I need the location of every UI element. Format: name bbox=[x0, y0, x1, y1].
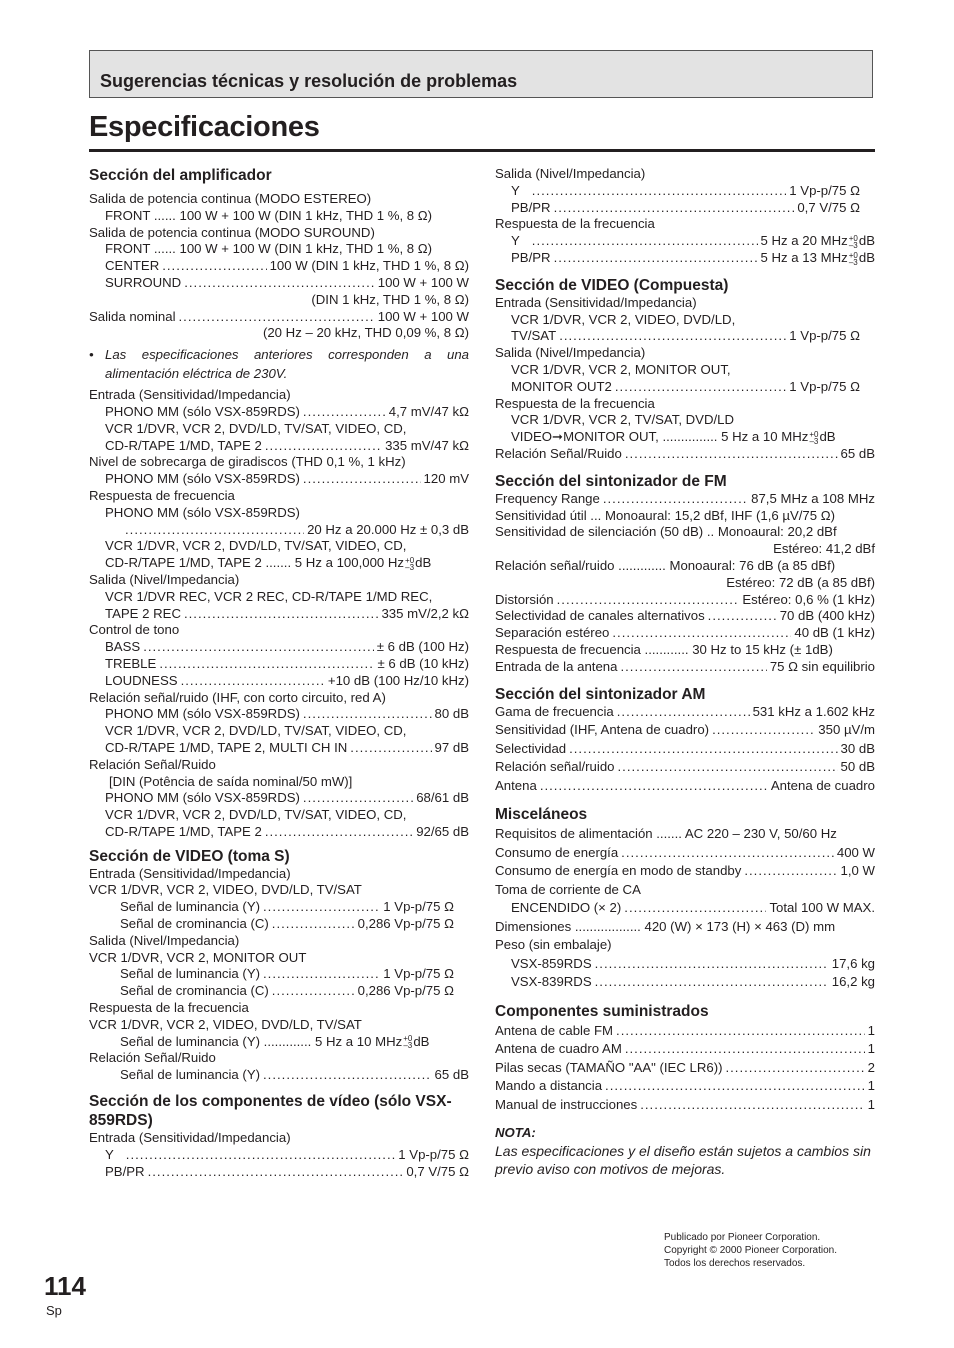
spec-line: VCR 1/DVR, VCR 2, VIDEO, DVD/LD, bbox=[511, 311, 736, 327]
spec-line: Dimensiones .................. 420 (W) × 173 (H) × 463 (D) mm bbox=[495, 918, 836, 934]
spec-line: Mando a distancia ..... 1 bbox=[495, 1078, 875, 1097]
spec-line: Estéreo: 41,2 dBf bbox=[773, 541, 875, 557]
spec-line: VCR 1/DVR, VCR 2, VIDEO, DVD/LD, TV/SAT bbox=[89, 1016, 362, 1032]
tolerance: +0 –3 bbox=[403, 1034, 413, 1051]
right-column bbox=[495, 166, 875, 1178]
spec-line: FRONT ...... 100 W + 100 W (DIN 1 kHz, THD 1 %, 8 Ω) bbox=[105, 207, 433, 223]
spec-line: Entrada (Sensitividad/Impedancia) bbox=[89, 1130, 291, 1146]
spec-line: PHONO MM (sólo VSX-859RDS) ..... 80 dB bbox=[89, 706, 469, 723]
spec-line: VSX-839RDS ..... 16,2 kg bbox=[495, 974, 875, 993]
spec-line: Entrada de la antena ..... 75 Ω sin equilibrio bbox=[495, 659, 875, 676]
spec-line: VCR 1/DVR REC, VCR 2 REC, CD-R/TAPE 1/MD REC, bbox=[105, 588, 433, 604]
spec-line: Salida de potencia continua (MODO SUROUND) bbox=[89, 224, 375, 240]
spec-line: Salida (Nivel/Impedancia) bbox=[89, 571, 240, 587]
spec-line: Señal de luminancia (Y) ............. 5 Hz a 10 MHz+0 –3dB bbox=[120, 1033, 430, 1051]
spec-line: Salida (Nivel/Impedancia) bbox=[495, 345, 646, 361]
misc-heading: Misceláneos bbox=[495, 806, 588, 824]
section-header-title: Sugerencias técnicas y resolución de problemas bbox=[100, 71, 518, 91]
spec-line: TAPE 2 REC ..... 335 mV/2,2 kΩ bbox=[89, 606, 469, 623]
title-divider bbox=[89, 149, 875, 152]
note-text: Las especificaciones anteriores corresponden a una alimentación eléctrica de 230V. bbox=[105, 347, 469, 381]
spec-line: Relación señal/ruido ............. Monoaural: 76 dB (a 85 dBf) bbox=[495, 557, 836, 573]
spec-line: Respuesta de la frecuencia bbox=[495, 395, 655, 411]
spec-line: Salida (Nivel/Impedancia) bbox=[495, 166, 646, 181]
spec-line: Antena de cable FM ..... 1 bbox=[495, 1023, 875, 1042]
spec-line: Señal de crominancia (C) ..... 0,286 Vp-p/75 Ω bbox=[89, 983, 469, 1000]
spec-line: (DIN 1 kHz, THD 1 %, 8 Ω) bbox=[311, 291, 469, 307]
spec-line: Salida (Nivel/Impedancia) bbox=[89, 932, 240, 948]
spec-line: Nivel de sobrecarga de giradiscos (THD 0,1 %, 1 kHz) bbox=[89, 454, 406, 470]
spec-line: Estéreo: 72 dB (a 85 dBf) bbox=[726, 574, 875, 590]
spec-line: VCR 1/DVR, VCR 2, DVD/LD, TV/SAT, VIDEO, CD, bbox=[105, 538, 407, 554]
spec-line: Sensitividad útil ... Monoaural: 15,2 dBf, IHF (1,6 µV/75 Ω) bbox=[495, 507, 835, 523]
spec-line: ..... 20 Hz a 20.000 Hz ± 0,3 dB bbox=[89, 522, 469, 539]
spec-line: LOUDNESS ..... +10 dB (100 Hz/10 kHz) bbox=[89, 673, 469, 690]
spec-line: Pilas secas (TAMAÑO "AA" (IEC LR6)) ..... 2 bbox=[495, 1060, 875, 1079]
spec-line: VCR 1/DVR, VCR 2, DVD/LD, TV/SAT, VIDEO, CD, bbox=[105, 807, 407, 823]
language-code: Sp bbox=[46, 1303, 62, 1318]
spec-line: MONITOR OUT2 ..... 1 Vp-p/75 Ω bbox=[495, 379, 875, 396]
spec-line: Distorsión ..... Estéreo: 0,6 % (1 kHz) bbox=[495, 592, 875, 609]
spec-line: Relación señal/ruido (IHF, con corto circuito, red A) bbox=[89, 689, 386, 705]
spec-line: ENCENDIDO (× 2) ..... Total 100 W MAX. bbox=[495, 900, 875, 919]
page-title: Especificaciones bbox=[89, 111, 320, 143]
spec-line: SURROUND ..... 100 W + 100 W bbox=[89, 275, 469, 292]
spec-line: Peso (sin embalaje) bbox=[495, 937, 612, 953]
spec-line: Separación estéreo ..... 40 dB (1 kHz) bbox=[495, 625, 875, 642]
spec-line: FRONT ...... 100 W + 100 W (DIN 1 kHz, THD 1 %, 8 Ω) bbox=[105, 241, 433, 257]
spec-line: Señal de luminancia (Y) ..... 1 Vp-p/75 Ω bbox=[89, 966, 469, 983]
svideo-heading: Sección de VIDEO (toma S) bbox=[89, 847, 290, 865]
spec-line: Entrada (Sensitividad/Impedancia) bbox=[89, 865, 291, 881]
spec-line: CD-R/TAPE 1/MD, TAPE 2, MULTI CH IN ..... 97 dB bbox=[89, 740, 469, 757]
supplied-heading: Componentes suministrados bbox=[495, 1002, 709, 1020]
tolerance: +0 –3 bbox=[405, 555, 415, 572]
spec-line: CD-R/TAPE 1/MD, TAPE 2 ..... 92/65 dB bbox=[89, 824, 469, 841]
spec-line: Entrada (Sensitividad/Impedancia) bbox=[89, 387, 291, 403]
spec-line: Frequency Range ..... 87,5 MHz a 108 MHz bbox=[495, 491, 875, 508]
spec-line: Respuesta de frecuencia bbox=[89, 487, 235, 503]
spec-line: VIDEO➞MONITOR OUT, ............... 5 Hz a 10 MHz+0 –3dB bbox=[511, 429, 836, 446]
tolerance: +0 –3 bbox=[848, 250, 858, 267]
spec-line: TREBLE ..... ± 6 dB (10 kHz) bbox=[89, 656, 469, 673]
spec-line: Salida de potencia continua (MODO ESTEREO) bbox=[89, 191, 372, 206]
spec-line: Sensitividad (IHF, Antena de cuadro) ..... 350 µV/m bbox=[495, 722, 875, 741]
spec-line: Control de tono bbox=[89, 622, 180, 638]
spec-line: CD-R/TAPE 1/MD, TAPE 2 ....... 5 Hz a 100,000 Hz+0 –3dB bbox=[105, 555, 432, 572]
spec-line: CENTER ..... 100 W (DIN 1 kHz, THD 1 %, 8 Ω) bbox=[89, 258, 469, 275]
spec-line: Entrada (Sensitividad/Impedancia) bbox=[495, 294, 697, 310]
spec-line: PHONO MM (sólo VSX-859RDS) ..... 4,7 mV/47 kΩ bbox=[89, 404, 469, 421]
fm-heading: Sección del sintonizador de FM bbox=[495, 472, 727, 490]
spec-line: Requisitos de alimentación ....... AC 220 – 230 V, 50/60 Hz bbox=[495, 826, 837, 842]
am-heading: Sección del sintonizador AM bbox=[495, 685, 706, 703]
note-text: Las especificaciones y el diseño están sujetos a cambios sin previo aviso con motivos de mejoras. bbox=[495, 1142, 871, 1177]
spec-line: Relación Señal/Ruido bbox=[89, 1050, 216, 1066]
spec-line: Señal de crominancia (C) ..... 0,286 Vp-p/75 Ω bbox=[89, 916, 469, 933]
spec-line: Y ..... 1 Vp-p/75 Ω bbox=[89, 1147, 469, 1164]
spec-line: Respuesta de la frecuencia bbox=[495, 216, 655, 232]
spec-line: Relación Señal/Ruido ..... 65 dB bbox=[495, 446, 875, 463]
publisher-info: Publicado por Pioneer Corporation. Copyright © 2000 Pioneer Corporation. Todos los derechos reservados. bbox=[664, 1232, 838, 1270]
spec-line: Relación Señal/Ruido bbox=[89, 756, 216, 772]
spec-line: PHONO MM (sólo VSX-859RDS) ..... 120 mV bbox=[89, 471, 469, 488]
tolerance: +0 –3 bbox=[809, 429, 819, 446]
spec-line: PB/PR ..... 0,7 V/75 Ω bbox=[495, 200, 875, 217]
spec-line: Sensitividad de silenciación (50 dB) .. Monoaural: 20,2 dBf bbox=[495, 524, 837, 540]
spec-line: VSX-859RDS ..... 17,6 kg bbox=[495, 956, 875, 975]
spec-line: Consumo de energía en modo de standby ..... 1,0 W bbox=[495, 863, 875, 882]
spec-line: PHONO MM (sólo VSX-859RDS) bbox=[105, 504, 300, 520]
spec-line: Señal de luminancia (Y) ..... 1 Vp-p/75 Ω bbox=[89, 899, 469, 916]
spec-line: VCR 1/DVR, VCR 2, TV/SAT, DVD/LD bbox=[511, 412, 735, 428]
spec-line: PHONO MM (sólo VSX-859RDS) ..... 68/61 dB bbox=[89, 790, 469, 807]
spec-line: VCR 1/DVR, VCR 2, MONITOR OUT, bbox=[511, 361, 731, 377]
spec-line: [DIN (Potência de saída nominal/50 mW)] bbox=[109, 773, 353, 789]
bullet: • bbox=[89, 347, 94, 363]
spec-line: Señal de luminancia (Y) ..... 65 dB bbox=[89, 1067, 469, 1084]
spec-line: VCR 1/DVR, VCR 2, VIDEO, DVD/LD, TV/SAT bbox=[89, 882, 362, 898]
spec-line: Salida nominal ..... 100 W + 100 W bbox=[89, 309, 469, 326]
spec-line: Manual de instrucciones ..... 1 bbox=[495, 1097, 875, 1116]
spec-line: Respuesta de frecuencia ............ 30 Hz to 15 kHz (± 1dB) bbox=[495, 641, 833, 657]
component-heading: Sección de los componentes de vídeo (sólo VSX-859RDS) bbox=[89, 1093, 452, 1130]
spec-line: PB/PR ..... 0,7 V/75 Ω bbox=[89, 1164, 469, 1181]
section-header-box bbox=[89, 50, 873, 98]
tolerance: +0 –3 bbox=[848, 233, 858, 250]
spec-line: VCR 1/DVR, VCR 2, DVD/LD, TV/SAT, VIDEO, CD, bbox=[105, 420, 407, 436]
spec-line: Gama de frecuencia ..... 531 kHz a 1.602 kHz bbox=[495, 704, 875, 723]
spec-line: Antena de cuadro AM ..... 1 bbox=[495, 1041, 875, 1060]
spec-line: TV/SAT ..... 1 Vp-p/75 Ω bbox=[495, 328, 875, 345]
spec-line: Respuesta de la frecuencia bbox=[89, 1000, 249, 1016]
left-column bbox=[89, 166, 469, 1180]
page-number: 114 bbox=[44, 1271, 86, 1301]
spec-line: (20 Hz – 20 kHz, THD 0,09 %, 8 Ω) bbox=[262, 325, 469, 341]
spec-line: VCR 1/DVR, VCR 2, MONITOR OUT bbox=[89, 949, 307, 965]
amplifier-heading: Sección del amplificador bbox=[89, 167, 272, 184]
spec-line: PB/PR ..... 5 Hz a 13 MHz+0 –3dB bbox=[495, 250, 875, 267]
spec-line: Y ..... 5 Hz a 20 MHz+0 –3dB bbox=[495, 233, 875, 250]
spec-line: Relación señal/ruido ..... 50 dB bbox=[495, 759, 875, 778]
spec-line: Antena ..... Antena de cuadro bbox=[495, 778, 875, 797]
spec-line: Selectividad de canales alternativos ..... 70 dB (400 kHz) bbox=[495, 608, 875, 625]
power-note bbox=[89, 346, 469, 383]
spec-line: Selectividad ..... 30 dB bbox=[495, 741, 875, 760]
composite-heading: Sección de VIDEO (Compuesta) bbox=[495, 276, 729, 294]
spec-line: CD-R/TAPE 1/MD, TAPE 2 ..... 335 mV/47 kΩ bbox=[89, 438, 469, 455]
spec-line: Consumo de energía ..... 400 W bbox=[495, 845, 875, 864]
spec-line: BASS ..... ± 6 dB (100 Hz) bbox=[89, 639, 469, 656]
note-label: NOTA: bbox=[495, 1125, 536, 1141]
spec-line: Y ..... 1 Vp-p/75 Ω bbox=[495, 183, 875, 200]
spec-line: VCR 1/DVR, VCR 2, DVD/LD, TV/SAT, VIDEO, CD, bbox=[105, 723, 407, 739]
spec-line: Toma de corriente de CA bbox=[495, 881, 641, 897]
